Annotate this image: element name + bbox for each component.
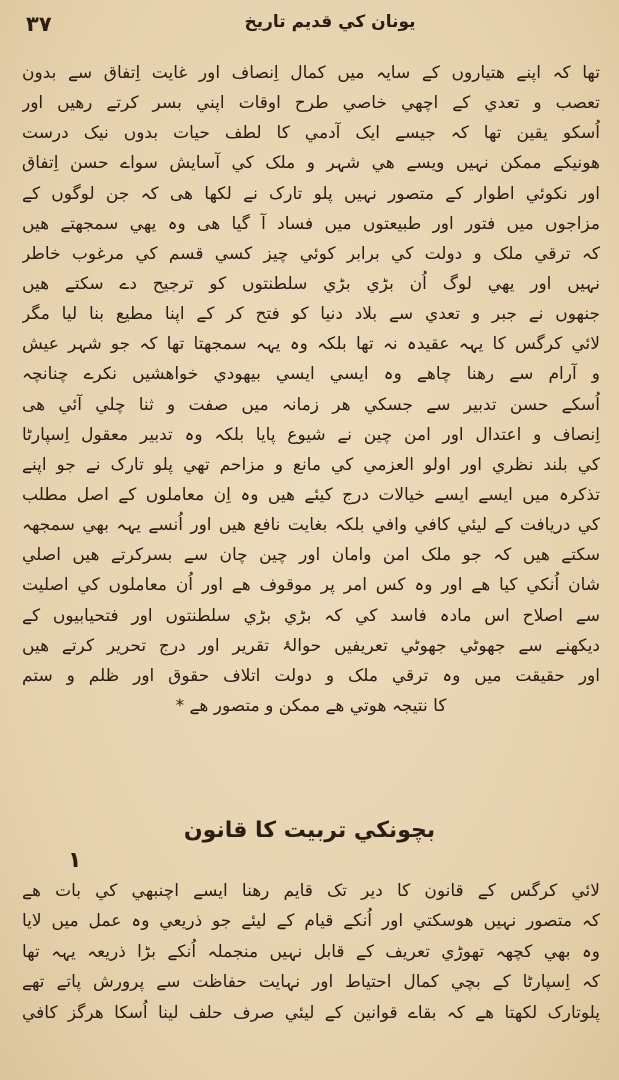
- text-line: تذکرہ میں ایسے ایسے خیالات درج کیئے ھیں وہ اِن معاملوں کے اصل مطلب: [22, 484, 600, 505]
- body-text: [22, 58, 600, 721]
- text-line: اِنصاف و اعتدال اور امن چین نے شیوع پایا بلکہ وہ تدبیر معقول اِسپارٹا: [22, 424, 600, 445]
- section-text: [22, 876, 600, 1028]
- text-line: اور حقیقت میں وہ ترقي ملک و دولت اتلاف حقوق اور ظلم و ستم: [22, 665, 600, 686]
- text-line: دیکھنے سے جھوٹي جھوٹي تعریفیں حوالۂ تقریر اور درج تحریر کرتے ھیں: [22, 635, 600, 656]
- text-line: لائي کرگس کا یہہ عقیدہ نہ تھا بلکہ وہ یہہ سمجھتا تھا کہ جو شہر عیش: [22, 334, 600, 355]
- text-line: جنھوں نے جبر و تعدي سے بلاد دنیا کو فتح کر کے اپنا مطیع بنا لیا مگر: [22, 304, 600, 325]
- text-line: سے اصلاح اس مادہ فاسد کي کہ بڑي بڑي سلطنتوں اور فتحیابیوں کے: [22, 605, 600, 626]
- text-line: نہیں اور یھي لوگ اُن بڑي بڑي سلطنتوں کو ترجیح دے سکتے ھیں: [22, 273, 600, 294]
- text-line: اُسکے حسن تدبیر سے جسکي ھر زمانہ میں صفت و ثنا چلي آئي ھی: [22, 394, 600, 415]
- text-line: سکتے ھیں کہ جو ملک امن وامان اور چین چان سے بسرکرتے ھیں اصلي: [22, 545, 600, 566]
- running-title: یونان کي قدیم تاریخ: [244, 12, 416, 32]
- text-line: وہ بھي کچھہ تھوڑي تعریف کے قابل نہیں منجملہ اُنکے بڑا ذریعہ یہہ تھا: [22, 941, 600, 962]
- text-line: تعصب و تعدي کے اچھي خاصي طرح اوقات اپني بسر کرتے رھیں اور: [22, 93, 600, 114]
- text-line: کہ اِسپارٹا کے بچي کمال احتیاط اور نہایت حفاظت سے پرورش پاتے تھے: [22, 972, 600, 993]
- text-line: کا نتیجہ ھوتي ھے ممکن و متصور ھے *: [175, 695, 447, 716]
- text-line: تھا کہ اپنے ھتیاروں کے سایہ میں کمال اِنصاف اور غایت اِتفاق سے بدون: [22, 63, 600, 83]
- text-line: مزاجوں میں فتور اور طبیعتوں میں فساد آ گیا ھی وہ یھي سمجھتے ھیں: [22, 213, 600, 234]
- text-line: کہ متصور نہیں ھوسکتي اور اُنکے قیام کے لیئے جو ذریعي وہ عمل میں لایا: [22, 911, 600, 932]
- text-line: کي بلند نظري اور اولو العزمي کي مانع و مزاحم تھي پلو تارک نے جو اپنے: [22, 454, 600, 475]
- margin-mark: ١: [68, 848, 82, 873]
- page-header: [0, 0, 619, 44]
- text-line: اور نکوئي اطوار کے متصور نہیں پلو تارک نے لکھا ھی کہ جن لوگوں کے: [22, 183, 600, 204]
- text-line: کي دریافت کے لیئي کافي وافي بلکہ بغایت نافع ھیں اور اُنسے یہہ بھي سمجھہ: [22, 515, 600, 536]
- text-line: کہ ترقي ملک و دولت کي برابر کوئي چیز کسي قسم کي مرغوب خاطر: [22, 243, 600, 264]
- page-number: ۳۷: [26, 12, 52, 36]
- text-line: شان اُنکي کیا ھے اور وہ کس امر پر موقوف ھے اور اُن معاملوں کي اصلیت: [22, 575, 600, 596]
- text-line: اُسکو یقین تھا کہ جیسے ایک آدمي کا لطف حیات بدوں نیک درست: [22, 123, 600, 144]
- text-line: پلوتارک لکھتا ھے کہ بقاے قوانین کے لیئي صرف حلف لینا اُسکا ھرگز کافي: [22, 1002, 600, 1023]
- text-line: ھونیکے ممکن نہیں ویسے ھي شہر و ملک کي آسایش سواے حسن اِتفاق: [22, 153, 600, 174]
- text-line: و آرام سے رھنا چاھے وہ ایسي ایسي بیھودي خواھشیں نکرے چنانچہ: [22, 364, 600, 385]
- section-heading: بچونکي تربیت کا قانون: [183, 818, 436, 843]
- text-line: لائي کرگس کے قانون کا دیر تک قایم رھنا ایسے اچنبھي کي بات ھے: [22, 881, 600, 901]
